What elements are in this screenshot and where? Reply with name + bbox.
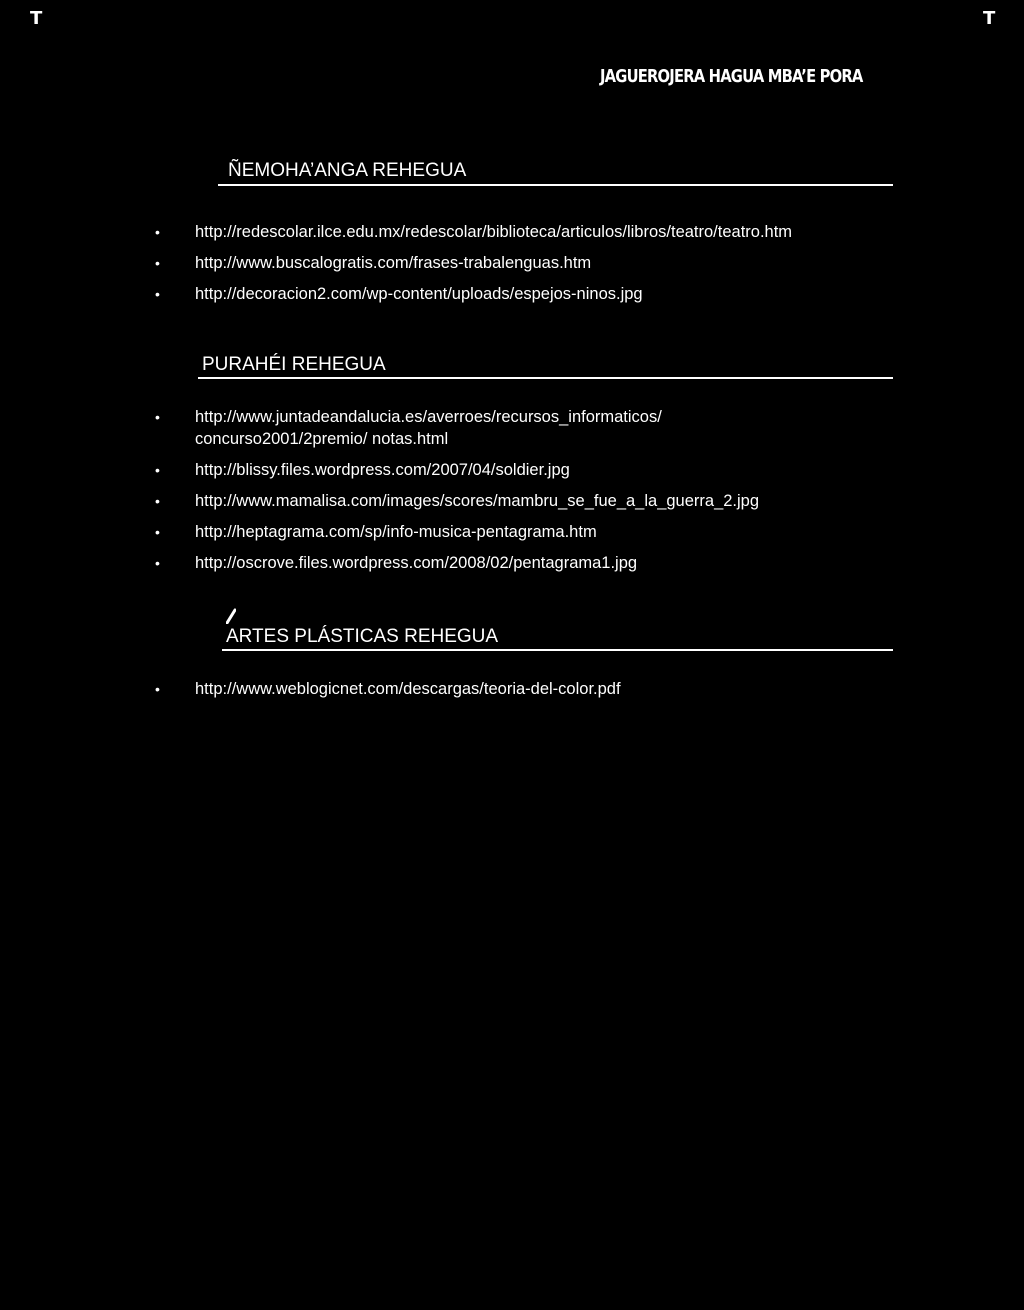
list-item[interactable] xyxy=(0,459,955,481)
link-list-nemohaanga xyxy=(0,221,955,314)
list-item[interactable] xyxy=(0,678,955,700)
accent-mark-icon xyxy=(226,608,236,624)
bullet-icon: • xyxy=(155,681,160,697)
bullet-icon: • xyxy=(155,255,160,271)
section-heading-nemohaanga xyxy=(218,158,893,188)
list-item[interactable] xyxy=(0,221,955,243)
section-title: PURAHÉI REHEGUA xyxy=(202,354,386,375)
link-list-purahei xyxy=(0,406,955,583)
link-text[interactable]: http://decoracion2.com/wp-content/uploads/espejos-ninos.jpg xyxy=(195,285,643,303)
link-text[interactable]: http://www.juntadeandalucia.es/averroes/recursos_informaticos/ concurso2001/2premio/ notas.html xyxy=(195,408,662,448)
section-rule xyxy=(222,649,893,651)
section-title: ÑEMOHA’ANGA REHEGUA xyxy=(228,160,467,181)
bullet-icon: • xyxy=(155,524,160,540)
link-text[interactable]: http://www.weblogicnet.com/descargas/teoria-del-color.pdf xyxy=(195,680,621,698)
link-text[interactable]: http://heptagrama.com/sp/info-musica-pentagrama.htm xyxy=(195,523,597,541)
section-rule xyxy=(218,184,893,186)
bullet-icon: • xyxy=(155,224,160,240)
bullet-icon: • xyxy=(155,555,160,571)
link-text[interactable]: http://www.buscalogratis.com/frases-trabalenguas.htm xyxy=(195,254,592,272)
corner-mark-right: T xyxy=(983,8,996,29)
link-text[interactable]: http://redescolar.ilce.edu.mx/redescolar/biblioteca/articulos/libros/teatro/teatro.htm xyxy=(195,223,793,241)
bullet-icon: • xyxy=(155,286,160,302)
list-item[interactable] xyxy=(0,552,955,574)
bullet-icon: • xyxy=(155,409,160,425)
list-item[interactable] xyxy=(0,521,955,543)
bullet-icon: • xyxy=(155,462,160,478)
link-text[interactable]: http://www.mamalisa.com/images/scores/mambru_se_fue_a_la_guerra_2.jpg xyxy=(195,492,760,510)
link-text[interactable]: http://blissy.files.wordpress.com/2007/04/soldier.jpg xyxy=(195,461,570,479)
section-rule xyxy=(198,377,893,379)
bullet-icon: • xyxy=(155,493,160,509)
link-list-artes xyxy=(0,678,955,709)
list-item[interactable] xyxy=(0,406,955,450)
list-item[interactable] xyxy=(0,490,955,512)
corner-mark-left: T xyxy=(30,8,43,29)
list-item[interactable] xyxy=(0,252,955,274)
section-heading-purahei xyxy=(198,352,893,382)
running-head: JAGUEROJERA HAGUA MBA’E PORA xyxy=(600,66,863,87)
section-heading-artes xyxy=(222,624,893,654)
link-text[interactable]: http://oscrove.files.wordpress.com/2008/02/pentagrama1.jpg xyxy=(195,554,638,572)
section-title: ARTES PLÁSTICAS REHEGUA xyxy=(226,626,499,647)
list-item[interactable] xyxy=(0,283,955,305)
